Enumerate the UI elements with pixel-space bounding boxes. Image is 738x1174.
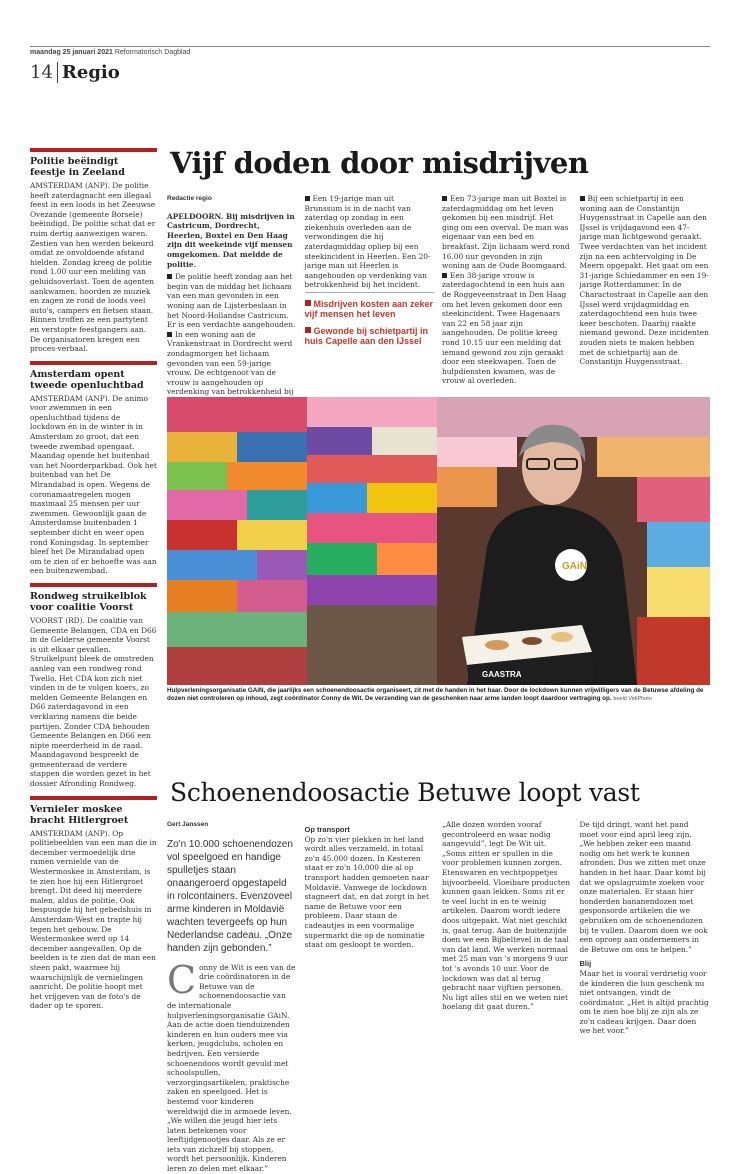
bullet-square-icon bbox=[167, 274, 172, 279]
article-column bbox=[442, 194, 572, 406]
paragraph-text: Een 73-jarige man uit Boxtel is zaterdagmiddag om het leven gekomen bij een misdrijf. Het ging om een overval. De man was eigenaar van een bed en breakfast. Zijn lichaam werd rond 16.00 uur gevonden in zijn woning aan de Oude Boomgaard. bbox=[442, 194, 570, 271]
paragraph bbox=[580, 194, 710, 367]
section-name: Regio bbox=[61, 62, 120, 83]
brief-body: AMSTERDAM (ANP). De animo voor zwemmen in een openluchtbad tijdens de lockdown én in de winter is in Amsterdam zo groot, dat een tweede zwembad opengaat. Maandag opende het buitenbad van het Noorderparkbad. Ook het buitenbad van het De Mirandabad is open. Wegens de coronamaatregelen mogen maximaal 25 mensen per uur zwemmen. Gewoonlijk gaan de Amsterdamse buitenbaden 1 september dicht en weer open rond Koningsdag. In september bleef het De Mirandabad open om te zien of er behoefte was aan een buitenzwembad. bbox=[30, 393, 157, 576]
dateline bbox=[30, 49, 190, 56]
dropcap-letter: C bbox=[167, 957, 197, 1002]
article-columns-2 bbox=[167, 820, 710, 1174]
article-column bbox=[305, 194, 435, 406]
shoebox-stack-center bbox=[307, 397, 437, 685]
paragraph-text: De politie heeft zondag aan het begin van de middag het lichaam van een man gevonden in een woning aan de Lijsterbeslaan in het Noord-Hollandse Castricum. Er is een verdachte aangehouden. bbox=[167, 272, 296, 330]
article-column bbox=[580, 194, 710, 406]
subheading: Op transport bbox=[304, 825, 350, 834]
red-square-icon bbox=[305, 300, 311, 306]
article-column bbox=[167, 820, 297, 1174]
paragraph-text: Een 19-jarige man uit Brunssum is in de nacht van zaterdag op zondag in een ziekenhuis overleden aan de verwondingen die hij zaterdagmiddag opliep bij een steekincident in Heerlen. Een 20-jarige man uit Heerlen is aangehouden op verdenking van betrokkenheid bij het incident. bbox=[304, 194, 431, 290]
brief-headline: Politie beëindigt feestje in Zeeland bbox=[30, 156, 125, 178]
bullet-square-icon bbox=[167, 332, 172, 337]
byline: Redactie regio bbox=[167, 195, 212, 202]
photo-caption bbox=[167, 687, 710, 704]
section-header bbox=[30, 62, 120, 83]
article-headline-2: Schoenendoosactie Betuwe loopt vast bbox=[170, 778, 640, 807]
article-intro: Zo'n 10.000 schoenendozen vol speelgoed en handige spulletjes staan onaangeroerd opgestapeld in rolcontainers. Evenzoveel arme kinderen in Moldavië wachten tevergeefs op hun Nederlandse cadeau. „Onze handen zijn gebonden.” bbox=[167, 838, 293, 954]
paragraph-text: Bij een schietpartij in een woning aan de Constantijn Huygensstraat in Capelle aan den IJssel is vrijdagavond een 47-jarige man lichtgewond geraakt. Twee verdachten van het incident zijn na een achtervolging in De Meern opgepakt. Het gaat om een 31-jarige Schiedammer en een 19-jarige Rotterdammer. In de Charactostraat in Capelle aan den IJssel werd vrijdagmiddag en zaterdagochtend een huis twee keer beschoten. Daarbij raakte niemand gewond. Deze incidenten zouden niets te maken hebben met de schietpartij aan de Constantijn Huygensstraat. bbox=[579, 194, 709, 367]
photo-credit: beeld VidiPhoto bbox=[613, 696, 652, 703]
brief-headline: Vernieler moskee bracht Hitlergroet bbox=[30, 803, 129, 826]
article-headline: Vijf doden door misdrijven bbox=[170, 146, 589, 180]
brief-item bbox=[30, 361, 157, 576]
page-number: 14 bbox=[30, 62, 58, 83]
paragraph: Maar het is vooral verdrietig voor de kinderen die hun geschenk nu niet ontvangen, vindt de coördinator. „Het is altijd prachtig om te zien hoe blij ze zijn als ze zo'n cadeau krijgen. Daar doen we het voor.” bbox=[579, 968, 709, 1036]
paragraph bbox=[442, 194, 572, 271]
news-briefs-sidebar bbox=[30, 148, 157, 1018]
brief-headline: Amsterdam opent tweede openluchtbad bbox=[30, 368, 144, 391]
article-column bbox=[167, 194, 297, 406]
divider bbox=[305, 292, 435, 293]
article-columns bbox=[167, 194, 710, 406]
vest-logo: GAiN bbox=[562, 561, 587, 572]
pull-quote-text: Misdrijven kosten aan zeker vijf mensen het leven bbox=[304, 298, 434, 320]
brief-body: AMSTERDAM (ANP). Op politiebeelden van een man die in december vermoedelijk drie ramen vernielde van de Westermoskee in Amsterdam, is te zien hoe hij een Hitlergroet brengt. Dit deed hij meerdere malen, aldus de politie. Ook bespuugde hij het gebedshuis in Amsterdam-West en trapte hij tegen het gebouw. De Westermoskee werd op 14 december aangevallen. Op de beelden is te zien dat de man een steen pakt, waarmee hij waarschijnlijk de vernielingen aanricht. De politie hoopt met het vrijgeven van de foto's de dader op te sporen. bbox=[30, 828, 157, 1011]
bullet-square-icon bbox=[580, 196, 585, 201]
paragraph bbox=[167, 330, 297, 407]
shoebox-stack-left bbox=[167, 397, 307, 685]
brief-item bbox=[30, 583, 157, 789]
paragraph bbox=[305, 194, 435, 290]
paragraph bbox=[442, 271, 572, 386]
byline: Gert Janssen bbox=[167, 821, 209, 828]
article-lead: APELDOORN. Bij misdrijven in Castricum, Dordrecht, Heerlen, Boxtel en Den Haag zijn dit weekeinde vijf mensen omgekomen. Dat meldde de politie. bbox=[167, 211, 295, 269]
brief-item bbox=[30, 148, 157, 354]
bullet-square-icon bbox=[305, 196, 310, 201]
paragraph bbox=[167, 272, 297, 330]
subheading: Blij bbox=[579, 959, 592, 969]
article-column bbox=[580, 820, 710, 1174]
publication-name: Reformatorisch Dagblad bbox=[114, 49, 191, 56]
article-column bbox=[305, 820, 435, 1174]
article-vijf-doden bbox=[167, 146, 710, 397]
paragraph: De tijd dringt, want het pand moet voor eind april leeg zijn. „We hebben zeker een maand nodig om het werk te kunnen afronden. Dus we zitten met onze handen in het haar. Daar komt bij dat we opslagruimte zoeken voor onze materialen. Er staan hier honderden bananendozen met gesponsorde artikelen die we gebruiken om de schoenendozen bij te vullen. Daarom doen we ook een oproep aan ondernemers in de Betuwe om ons te helpen.” bbox=[579, 820, 708, 954]
paragraph: Op zo'n vier plekken in het land wordt alles verzameld, in totaal zo'n 45.000 dozen. In Kesteren staat er zo'n 10.000 die al op transport hadden gemoeten naar Moldavië. Vanwege de lockdown stagneert dat, en dat zorgt in het name de Betuwe voor een probleem. Daar staan de cadeautjes in een voormalige supermarkt die op de nominatie staat om gesloopt te worden. bbox=[304, 834, 430, 950]
pull-quote-text: Gewonde bij schietpartij in huis Capelle aan den IJssel bbox=[304, 325, 429, 347]
box-label: GAASTRA bbox=[482, 670, 522, 679]
pull-quote bbox=[305, 299, 435, 320]
article-column bbox=[442, 820, 572, 1174]
brief-item bbox=[30, 796, 157, 1011]
top-rule bbox=[30, 46, 710, 47]
paragraph-text: Een 38-jarige vrouw is zaterdagochtend in een huis aan de Roggeveenstraat in Den Haag om het leven gekomen door een steekincident. Twee Hagenaars van 22 en 58 jaar zijn aangehouden. De politie kreeg rond 10.15 uur een melding dat iemand gewond zou zijn geraakt door een steekwapen. Toen de hulpdiensten kwamen, was de vrouw al overleden. bbox=[442, 270, 567, 386]
caption-text: Hulpverleningsorganisatie GAiN, die jaarlijks een schoenendoosactie organiseert, zit met de handen in het haar. Door de lockdown kunnen vrijwilligers van de Betuwse afdeling de dozen niet controleren op inhoud, zegt coördinator Conny de Wit. De verzending van de geschenken naar arme landen loopt daardoor vertraging op. bbox=[167, 687, 704, 703]
brief-headline: Rondweg struikelblok voor coalitie Voorst bbox=[30, 590, 147, 613]
bullet-square-icon bbox=[442, 196, 447, 201]
bullet-square-icon bbox=[442, 273, 447, 278]
date: maandag 25 januari 2021 bbox=[30, 49, 113, 56]
paragraph-text: onny de Wit is een van de drie coördinatoren in de Betuwe van de schoenendoosactie van de internationale hulpverleningsorganisatie GAiN. Aan de actie doen tienduizenden kinderen en hun ouders mee via kerken, jeugdclubs, scholen en bedrijven. Een versierde schoenendoos wordt gevuld met schoolspullen, verzorgingsartikelen, praktische zaken en speelgoed. Het is bestemd voor kinderen wereldwijd die in armoede leven. „We willen die jeugd hier iets laten betekenen voor leeftijdgenootjes daar. Als ze er iets van zichzelf bij stoppen, wordt het persoonlijk. Kinderen leren zo delen met elkaar.” bbox=[167, 962, 296, 1174]
dropcap-paragraph bbox=[167, 957, 297, 1174]
paragraph: „Alle dozen worden vooraf gecontroleerd en waar nodig aangevuld”, legt De Wit uit. „Soms zitten er spullen in die voor problemen kunnen zorgen. Etenswaren en vechtpoppetjes bijvoorbeeld. Vloeibare producten kunnen gaan lekken. Soms zit er te veel lucht in en te weinig artikelen. Daarom wordt iedere doos uitgepakt. Wat niet geschikt is, gaat terug. Aan de buitenzijde doen we een Bijbeltevel in de taal van dat land. We werken normaal met 25 man van 's morgens 9 uur tot 's avonds 10 uur. Voor de lockdown was dat al terug gebracht naar vijftien personen. Nu ligt alles stil en we weten niet hoelang dit gaat duren.” bbox=[442, 820, 570, 1012]
newspaper-page bbox=[30, 30, 710, 1174]
photo-illustration bbox=[167, 397, 710, 685]
photo-shoebox-warehouse bbox=[167, 397, 710, 685]
red-square-icon bbox=[305, 327, 311, 333]
brief-body: VOORST (RD). De coalitie van Gemeente Belangen, CDA en D66 in de Gelderse gemeente Voorst is uit elkaar gevallen. Struikelpunt bleek de omstreden aanleg van een rondweg rond Twello. Het CDA kon zich niet vinden in de te volgen koers, zo melden Gemeente Belangen en D66 zaterdagavond in een verklaring namens die beide partijen. Zonder CDA behouden Gemeente Belangen en D66 een nipte meerderheid in de raad. Maandagavond bespreekt de gemeenteraad de verdere stappen die worden gezet in het dossier Afronding Rondweg. bbox=[30, 615, 157, 789]
brief-body: AMSTERDAM (ANP). De politie heeft zaterdagnacht een illegaal feest in een loods in het Zeeuwse Ovezande (gemeente Borsele) beëindigd. De politie schat dat er ruim dertig aanwezigen waren. Zestien van hen werden bekeurd omdat ze onvoldoende afstand hielden. Zondag kreeg de politie rond 1.00 uur een melding van geluidsoverlast. Toen de agenten aankwamen, hoorden ze muziek en zagen ze rond de loods veel auto's, campers en fietsen staan. Binnen troffen ze een partytent en verstopte feestgangers aan. De organisatoren kregen een proces-verbaal. bbox=[30, 181, 156, 354]
paragraph-text: In een woning aan de Vrankenstraat in Dordrecht werd zondagmorgen het lichaam gevonden van een 59-jarige vrouw. De echtgenoot van de vrouw is aangehouden op verdenking van betrokkenheid bij bbox=[167, 329, 294, 397]
pull-quote bbox=[305, 326, 435, 347]
